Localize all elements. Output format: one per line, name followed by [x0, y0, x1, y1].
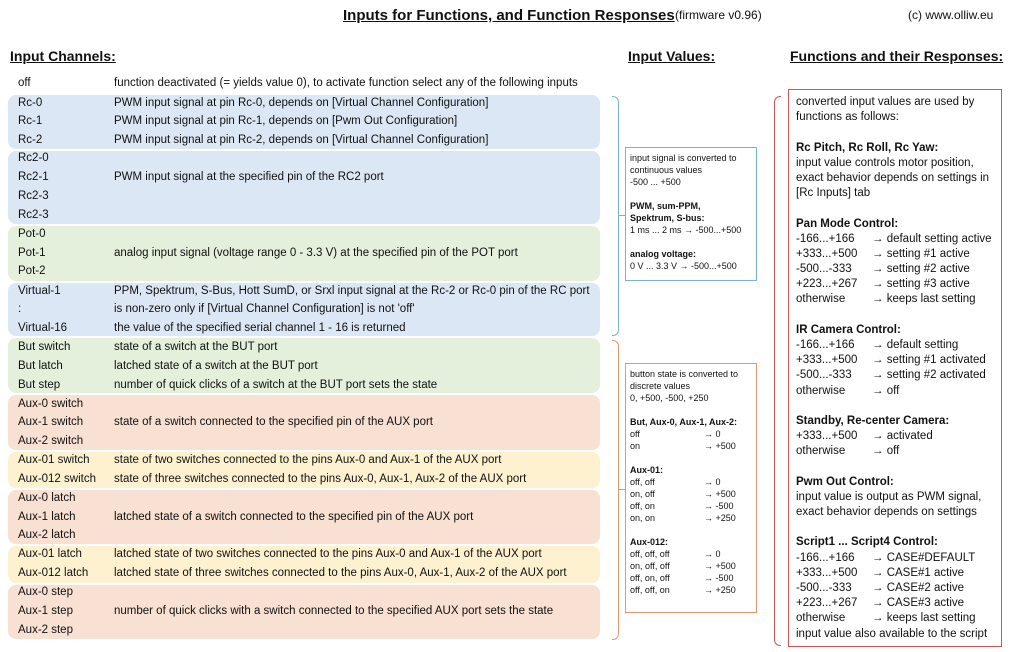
- channel-desc: PWM input signal at pin Rc-1, depends on [Pwm Out Configuration]: [114, 115, 458, 127]
- range-response: → keeps last setting: [872, 612, 976, 625]
- range-label: +223...+267: [796, 278, 858, 291]
- state-label: on, off: [630, 489, 655, 499]
- channel-name: Aux-012 switch: [18, 473, 96, 485]
- channel-row-rc0: [0, 94, 600, 112]
- functions-bracket: [774, 96, 781, 646]
- functions-text: [Rc Inputs] tab: [796, 187, 871, 200]
- values-subtitle: But, Aux-0, Aux-1, Aux-2:: [630, 417, 738, 427]
- values-subtitle: Spektrum, S-bus:: [630, 213, 705, 223]
- channel-name: :: [18, 303, 22, 315]
- range-response: → setting #1 activated: [872, 354, 986, 367]
- channel-desc: latched state of two switches connected to the pins Aux-0 and Aux-1 of the AUX port: [114, 548, 542, 560]
- state-value: → +500: [704, 489, 736, 499]
- channel-row-rc2-2: [0, 187, 600, 205]
- functions-text: input value also available to the script: [796, 627, 988, 640]
- range-response: → keeps last setting: [872, 293, 976, 306]
- values-subtitle: Aux-01:: [630, 465, 664, 475]
- page-title: Inputs for Functions, and Function Responses: [343, 7, 675, 24]
- channel-row-pot1: [0, 244, 600, 262]
- channel-row-aux012-switch: [0, 470, 600, 488]
- values-text: -500 ... +500: [630, 177, 681, 187]
- range-label: otherwise: [796, 293, 846, 306]
- channel-name: Aux-0 step: [18, 586, 73, 598]
- channel-desc: state of three switches connected to the pins Aux-0, Aux-1, Aux-2 of the AUX port: [114, 473, 527, 485]
- values-text: discrete values: [630, 381, 691, 391]
- range-label: -166...+166: [796, 551, 855, 564]
- state-value: → +250: [704, 585, 736, 595]
- channel-name: Aux-012 latch: [18, 567, 89, 579]
- values-box-continuous: [625, 147, 757, 281]
- channel-row-aux2-switch: [0, 432, 600, 450]
- heading-input-values: Input Values:: [628, 48, 716, 64]
- range-label: otherwise: [796, 384, 846, 397]
- function-title-pan: Pan Mode Control:: [796, 217, 899, 230]
- channel-name: Pot-0: [18, 228, 46, 240]
- channel-name: But latch: [18, 360, 63, 372]
- range-response: → CASE#DEFAULT: [872, 551, 976, 564]
- range-response: → default setting: [872, 339, 959, 351]
- channel-name: Rc2-1: [18, 171, 49, 183]
- channel-name: Aux-1 switch: [18, 416, 84, 428]
- channel-desc: PWM input signal at pin Rc-0, depends on [Virtual Channel Configuration]: [114, 97, 489, 109]
- state-value: → 0: [704, 477, 721, 487]
- state-label: on, off, off: [630, 561, 670, 571]
- state-value: → +500: [704, 561, 736, 571]
- range-response: → CASE#2 active: [872, 582, 965, 594]
- range-response: → setting #3 active: [872, 278, 970, 291]
- values-box-discrete: [625, 363, 757, 613]
- range-response: → setting #1 active: [872, 247, 970, 260]
- channel-name: Rc-1: [18, 115, 43, 127]
- channel-row-virtual-dots: [0, 300, 600, 318]
- channel-row-but-switch: [0, 338, 600, 356]
- state-label: on, on: [630, 513, 656, 523]
- channel-desc: latched state of a switch connected to the specified pin of the AUX port: [114, 511, 474, 523]
- functions-text: exact behavior depends on settings: [796, 506, 977, 519]
- channel-row-rc2-3: [0, 206, 600, 224]
- range-response: → CASE#1 active: [872, 566, 965, 579]
- channel-name: Aux-0 latch: [18, 492, 76, 504]
- channel-name: Pot-1: [18, 247, 46, 259]
- channel-desc: latched state of a switch at the BUT port: [114, 360, 318, 372]
- channel-desc: function deactivated (= yields value 0), to activate function select any of the following inputs: [114, 77, 578, 89]
- channel-name: Rc2-3: [18, 209, 49, 221]
- range-label: -500...-333: [796, 263, 852, 276]
- channel-name: Aux-0 switch: [18, 398, 84, 410]
- channel-name: Aux-2 switch: [18, 435, 84, 447]
- channel-desc: PWM input signal at pin Rc-2, depends on [Virtual Channel Configuration]: [114, 134, 489, 146]
- channel-desc: is non-zero only if [Virtual Channel Configuration] is not 'off': [114, 303, 415, 315]
- range-response: → off: [872, 384, 900, 397]
- values-text: input signal is converted to: [630, 153, 737, 163]
- functions-text: functions as follows:: [796, 111, 899, 124]
- channel-row-rc2: [0, 131, 600, 149]
- state-label: off: [630, 429, 640, 439]
- range-response: → setting #2 activated: [872, 369, 986, 382]
- range-response: → activated: [872, 430, 933, 443]
- range-label: +333...+500: [796, 247, 858, 260]
- channel-row-pot0: [0, 225, 600, 243]
- heading-input-channels: Input Channels:: [10, 48, 116, 64]
- state-value: → +500: [704, 441, 736, 451]
- channel-row-off: [0, 74, 600, 92]
- values-text: 1 ms ... 2 ms → -500...+500: [630, 225, 742, 235]
- range-response: → default setting active: [872, 232, 992, 245]
- channel-row-aux1-latch: [0, 508, 600, 526]
- state-value: → 0: [704, 429, 721, 439]
- state-value: → -500: [704, 573, 734, 583]
- channel-desc: PPM, Spektrum, S-Bus, Hott SumD, or Srxl input signal at the Rc-2 or Rc-0 pin of the RC port: [114, 285, 590, 297]
- firmware-version: (firmware v0.96): [675, 8, 762, 22]
- functions-text: input value controls motor position,: [796, 156, 974, 169]
- range-label: +333...+500: [796, 566, 858, 579]
- range-label: +333...+500: [796, 430, 858, 443]
- channel-desc: state of a switch connected to the specified pin of the AUX port: [114, 416, 433, 428]
- channel-row-aux0-switch: [0, 395, 600, 413]
- channel-name: Rc-2: [18, 134, 43, 146]
- channel-row-aux0-step: [0, 583, 600, 601]
- channel-desc: PWM input signal at the specified pin of the RC2 port: [114, 171, 384, 183]
- state-label: on: [630, 441, 641, 451]
- values-text: button state is converted to: [630, 369, 739, 379]
- analog-inputs-brace: [612, 96, 619, 336]
- channel-row-aux01-latch: [0, 545, 600, 563]
- channel-row-aux012-latch: [0, 564, 600, 582]
- range-response: → CASE#3 active: [872, 597, 965, 610]
- values-text: 0 V ... 3.3 V → -500...+500: [630, 261, 737, 271]
- range-label: -500...-333: [796, 582, 852, 594]
- values-subtitle: Aux-012:: [630, 537, 669, 547]
- channel-row-but-latch: [0, 357, 600, 375]
- channel-name: Aux-01 switch: [18, 454, 90, 466]
- range-response: → off: [872, 445, 900, 458]
- channel-name: Virtual-1: [18, 285, 61, 297]
- function-title-script: Script1 ... Script4 Control:: [796, 536, 938, 549]
- channel-desc: number of quick clicks with a switch connected to the specified AUX port sets the state: [114, 605, 554, 617]
- channel-name: But step: [18, 379, 61, 391]
- range-label: +223...+267: [796, 597, 858, 610]
- range-label: otherwise: [796, 612, 846, 625]
- channel-name: But switch: [18, 341, 71, 353]
- channel-row-pot2: [0, 262, 600, 280]
- channel-name: Aux-2 latch: [18, 529, 76, 541]
- channel-row-rc2-0: [0, 149, 600, 167]
- channel-row-aux0-latch: [0, 489, 600, 507]
- values-text: 0, +500, -500, +250: [630, 393, 709, 403]
- functions-text: input value is output as PWM signal,: [796, 490, 982, 503]
- range-label: -500...-333: [796, 369, 852, 382]
- copyright: (c) www.olliw.eu: [908, 8, 994, 22]
- channel-row-aux01-switch: [0, 451, 600, 469]
- channel-name: Aux-01 latch: [18, 548, 82, 560]
- functions-box: [788, 89, 1002, 647]
- function-title-standby: Standby, Re-center Camera:: [796, 414, 950, 427]
- switch-inputs-brace: [612, 340, 619, 640]
- functions-text: converted input values are used by: [796, 96, 975, 108]
- channel-row-aux2-latch: [0, 526, 600, 544]
- function-title-pwm: Pwm Out Control:: [796, 475, 894, 488]
- channel-desc: number of quick clicks of a switch at the BUT port sets the state: [114, 379, 438, 391]
- heading-functions: Functions and their Responses:: [790, 48, 1004, 64]
- channel-desc: analog input signal (voltage range 0 - 3.3 V) at the specified pin of the POT port: [114, 247, 518, 259]
- channel-name: Rc2-3: [18, 190, 49, 202]
- channel-row-aux1-switch: [0, 413, 600, 431]
- channel-row-aux2-step: [0, 621, 600, 639]
- values-subtitle: analog voltage:: [630, 249, 697, 259]
- channel-row-but-step: [0, 376, 600, 394]
- state-label: off, on, off: [630, 573, 670, 583]
- state-label: off, on: [630, 501, 655, 511]
- channel-name: Aux-1 latch: [18, 511, 76, 523]
- functions-text: exact behavior depends on settings in: [796, 171, 990, 184]
- channel-row-rc2-1: [0, 168, 600, 186]
- channel-row-rc1: [0, 112, 600, 130]
- channel-desc: state of a switch at the BUT port: [114, 341, 278, 353]
- channel-desc: the value of the specified serial channel 1 - 16 is returned: [114, 322, 406, 334]
- range-label: otherwise: [796, 445, 846, 458]
- channel-name: Aux-2 step: [18, 624, 73, 636]
- range-label: +333...+500: [796, 354, 858, 367]
- state-label: off, off, on: [630, 585, 670, 595]
- channel-desc: latched state of three switches connected to the pins Aux-0, Aux-1, Aux-2 of the AUX port: [114, 567, 567, 579]
- state-value: → -500: [704, 501, 734, 511]
- channel-name: Pot-2: [18, 265, 46, 277]
- channel-name: off: [18, 77, 31, 89]
- channel-name: Rc2-0: [18, 152, 49, 164]
- range-label: -166...+166: [796, 339, 855, 351]
- function-title-ir: IR Camera Control:: [796, 323, 901, 336]
- state-label: off, off: [630, 477, 655, 487]
- range-response: → setting #2 active: [872, 263, 970, 276]
- channel-row-virtual-16: [0, 319, 600, 337]
- state-label: off, off, off: [630, 549, 670, 559]
- channel-row-aux1-step: [0, 602, 600, 620]
- channel-desc: state of two switches connected to the pins Aux-0 and Aux-1 of the AUX port: [114, 454, 502, 466]
- values-text: continuous values: [630, 165, 703, 175]
- channel-row-virtual-1: [0, 282, 600, 300]
- range-label: -166...+166: [796, 232, 855, 245]
- channel-name: Aux-1 step: [18, 605, 73, 617]
- channel-name: Rc-0: [18, 97, 43, 109]
- state-value: → 0: [704, 549, 721, 559]
- channel-name: Virtual-16: [18, 322, 68, 334]
- state-value: → +250: [704, 513, 736, 523]
- values-subtitle: PWM, sum-PPM,: [630, 201, 701, 211]
- function-title-rc: Rc Pitch, Rc Roll, Rc Yaw:: [796, 141, 939, 154]
